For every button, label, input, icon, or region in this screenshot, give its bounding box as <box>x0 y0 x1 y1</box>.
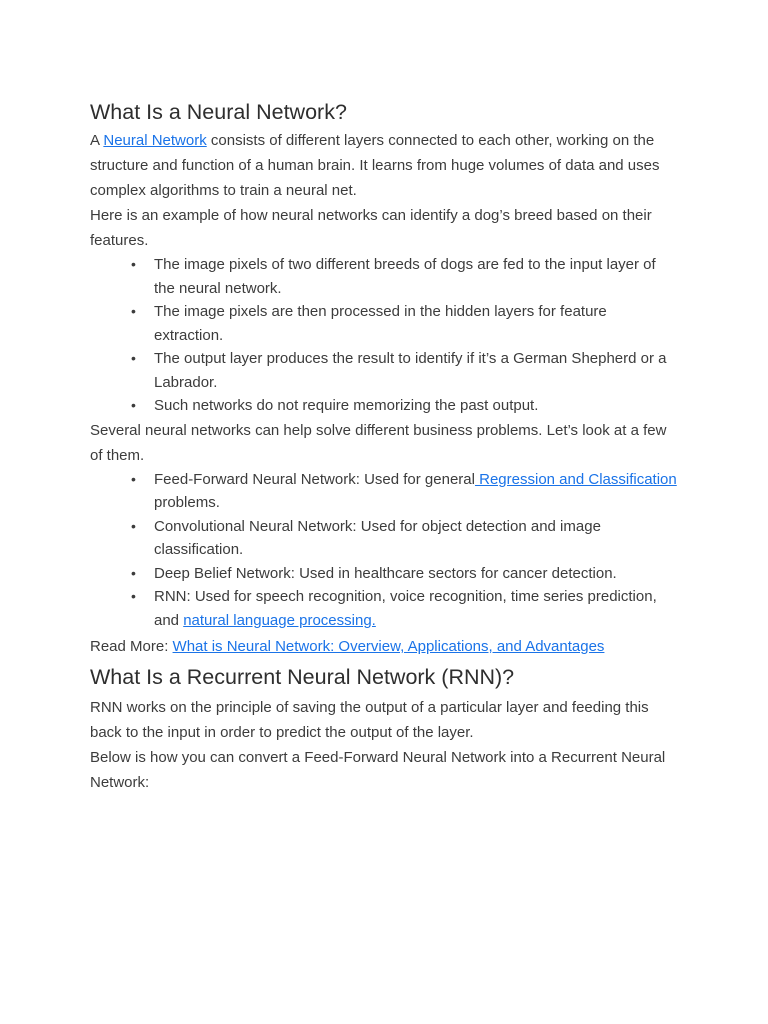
list-item-dbn: • Deep Belief Network: Used in healthcare sectors for cancer detection. <box>154 562 680 586</box>
list-item-feed-forward <box>154 468 680 515</box>
example-paragraph: Here is an example of how neural networks can identify a dog’s breed based on their features. <box>90 207 652 249</box>
ff-text: Feed-Forward Neural Network: Used for general <box>154 470 475 488</box>
nlp-link[interactable]: natural language processing. <box>183 611 376 629</box>
list-item: • The image pixels of two different breeds of dogs are fed to the input layer of the neural network. <box>154 253 680 300</box>
network-types-list <box>90 468 680 633</box>
several-networks-paragraph: Several neural networks can help solve different business problems. Let’s look at a few of them. <box>90 421 667 464</box>
list-item: • The output layer produces the result to identify if it’s a German Shepherd or a Labrador. <box>154 347 680 394</box>
section-heading-neural-network: What Is a Neural Network? <box>90 100 347 124</box>
neural-network-link[interactable]: Neural Network <box>103 132 207 149</box>
intro-suffix: consists of different layers connected to each other, working on the structure and function of a human brain. It learns from huge volumes of data and uses complex algorithms to train a neural net. <box>90 132 660 199</box>
intro-prefix: A <box>90 132 104 149</box>
rnn-text: RNN: Used for speech recognition, voice recognition, time series prediction, and <box>154 588 657 629</box>
regression-classification-link[interactable]: Regression and Classification <box>474 470 677 488</box>
intro-paragraph <box>90 128 680 203</box>
rnn-principle-paragraph: RNN works on the principle of saving the output of a particular layer and feeding this back to the input in order to predict the output of the layer. <box>90 699 649 741</box>
list-item-cnn: • Convolutional Neural Network: Used for object detection and image classification. <box>154 515 680 562</box>
section-heading-rnn: What Is a Recurrent Neural Network (RNN)? <box>90 665 515 689</box>
article-content <box>90 98 680 795</box>
ff-suffix: problems. <box>154 494 220 511</box>
list-item: • Such networks do not require memorizing the past output. <box>154 394 680 418</box>
convert-paragraph: Below is how you can convert a Feed-Forward Neural Network into a Recurrent Neural Network: <box>90 749 666 791</box>
example-bullet-list <box>90 253 680 418</box>
read-more-line <box>90 634 680 659</box>
list-item: • The image pixels are then processed in the hidden layers for feature extraction. <box>154 300 680 347</box>
read-more-label: Read More: <box>90 638 173 655</box>
read-more-link[interactable]: What is Neural Network: Overview, Applications, and Advantages <box>172 638 605 655</box>
list-item-rnn <box>154 585 680 632</box>
